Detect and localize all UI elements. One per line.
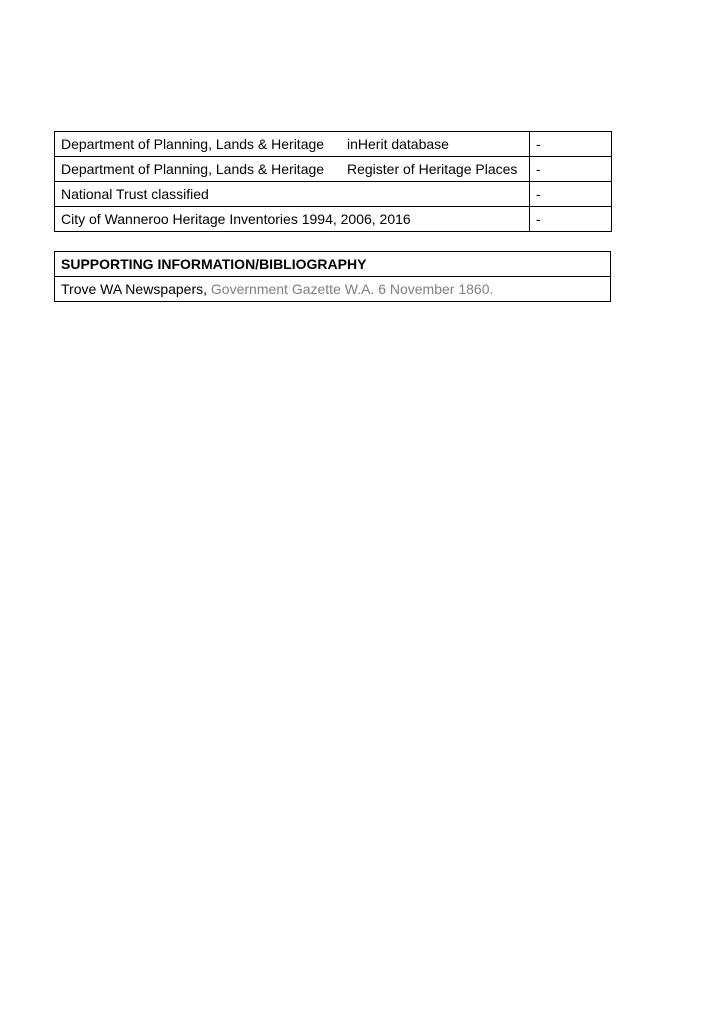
listing-detail: inHerit database	[347, 136, 449, 152]
listing-cell	[55, 207, 530, 232]
table-row	[55, 252, 611, 277]
listing-cell	[55, 157, 530, 182]
listing-value: -	[530, 207, 612, 232]
table-row	[55, 182, 612, 207]
listing-source: Department of Planning, Lands & Heritage	[61, 161, 325, 177]
heritage-listings-table	[54, 131, 612, 232]
listing-value: -	[530, 157, 612, 182]
table-row	[55, 207, 612, 232]
bibliography-table	[54, 251, 611, 302]
table-row	[55, 157, 612, 182]
listing-cell	[55, 132, 530, 157]
listing-value: -	[530, 182, 612, 207]
listing-detail: Register of Heritage Places	[347, 161, 518, 177]
bibliography-header: SUPPORTING INFORMATION/BIBLIOGRAPHY	[55, 252, 611, 277]
bibliography-entry	[55, 277, 611, 302]
listing-value: -	[530, 132, 612, 157]
table-row	[55, 132, 612, 157]
bibliography-entry-secondary: Government Gazette W.A. 6 November 1860.	[207, 281, 494, 297]
listing-cell	[55, 182, 530, 207]
bibliography-entry-primary: Trove WA Newspapers,	[61, 281, 208, 297]
listing-source: Department of Planning, Lands & Heritage	[61, 136, 325, 152]
table-row	[55, 277, 611, 302]
listing-source: City of Wanneroo Heritage Inventories 1994, 2006, 2016	[61, 211, 411, 227]
listing-source: National Trust classified	[61, 186, 209, 202]
